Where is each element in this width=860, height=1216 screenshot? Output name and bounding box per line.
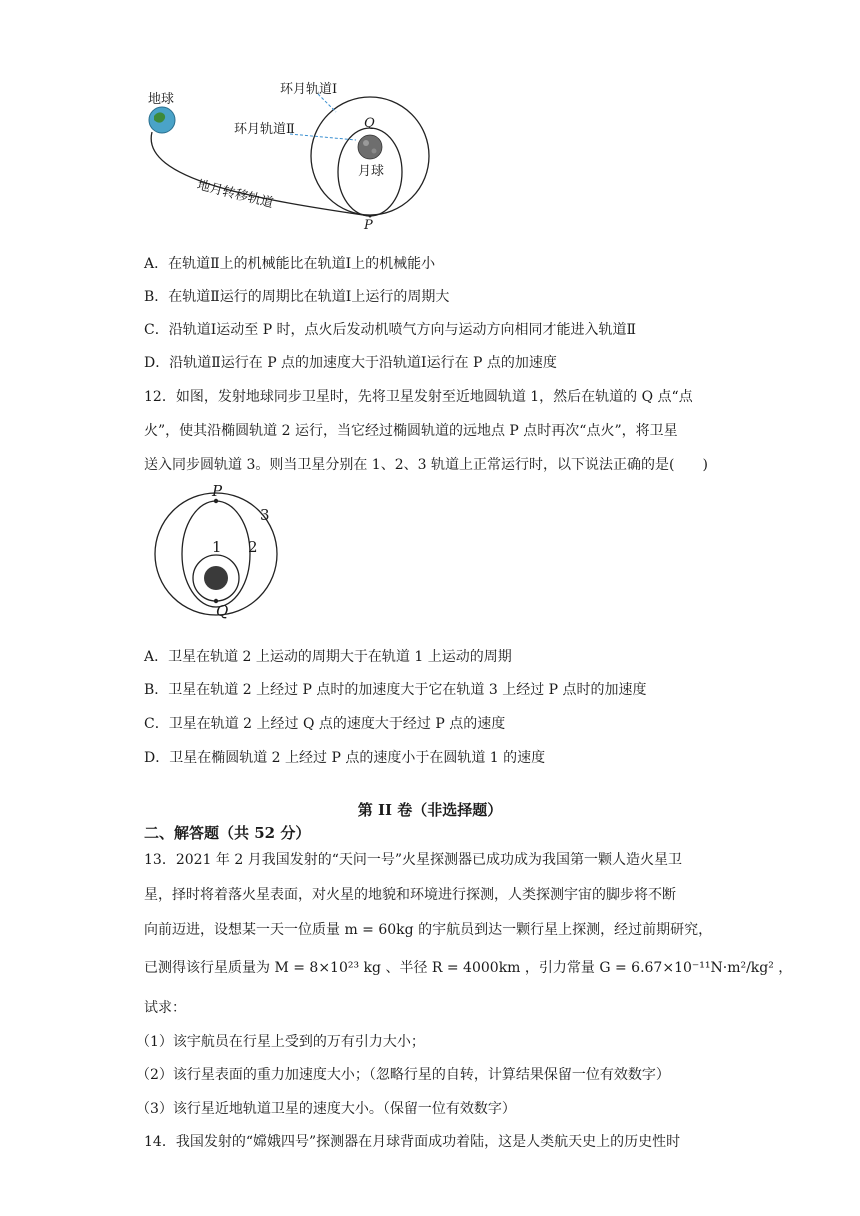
q12-stem-line-2: 火”，使其沿椭圆轨道 2 运行，当它经过椭圆轨道的远地点 P 点时再次“点火”，将卫星 xyxy=(144,423,678,439)
q13-line-4: 已测得该行星质量为 M = 8×10²³ kg 、半径 R = 4000km ，引力常量 G = 6.67×10⁻¹¹N·m²/kg² ， xyxy=(144,960,793,976)
q13-part-3: （3）该行星近地轨道卫星的速度大小。（保留一位有效数字） xyxy=(136,1101,516,1117)
q13-line-3: 向前迈进，设想某一天一位质量 m = 60kg 的宇航员到达一颗行星上探测，经过前期研究， xyxy=(144,922,713,938)
q-point-label: Q xyxy=(364,116,375,131)
moon-label: 月球 xyxy=(358,164,385,179)
q12-option-c: C．卫星在轨道 2 上经过 Q 点的速度大于经过 P 点的速度 xyxy=(144,716,506,732)
q13-line-1: 13．2021 年 2 月我国发射的“天问一号”火星探测器已成功成为我国第一颗人造火星卫 xyxy=(144,852,683,868)
moon-icon xyxy=(358,135,382,159)
figure-satellite-orbits xyxy=(148,484,288,624)
q11-option-b: B．在轨道Ⅱ运行的周期比在轨道Ⅰ上运行的周期大 xyxy=(144,289,450,305)
q13-line-5: 试求： xyxy=(144,1000,186,1016)
q11-option-a: A．在轨道Ⅱ上的机械能比在轨道Ⅰ上的机械能小 xyxy=(144,256,436,272)
q12-option-b: B．卫星在轨道 2 上经过 P 点时的加速度大于它在轨道 3 上经过 P 点时的加速度 xyxy=(144,682,647,698)
fig2-q-label: Q xyxy=(216,602,229,620)
figure-earth-moon-orbits xyxy=(140,70,440,240)
q12-option-d: D．卫星在椭圆轨道 2 上经过 P 点的速度小于在圆轨道 1 的速度 xyxy=(144,750,546,766)
fig2-orbit2-label: 2 xyxy=(248,538,258,556)
p-point-label: P xyxy=(364,218,373,233)
transfer-orbit-label: 地月转移轨道 xyxy=(195,177,275,212)
orbit-one-label: 环月轨道Ⅰ xyxy=(280,82,338,97)
earth-label: 地球 xyxy=(148,92,175,107)
q12-stem-line-1: 12．如图，发射地球同步卫星时，先将卫星发射至近地圆轨道 1，然后在轨道的 Q 点“点 xyxy=(144,389,693,405)
fig2-orbit1-label: 1 xyxy=(212,538,222,556)
fig2-p-label: P xyxy=(212,482,223,500)
fig2-orbit3-label: 3 xyxy=(260,506,270,524)
orbit-two-label: 环月轨道Ⅱ xyxy=(234,122,295,137)
part-two-subtitle: 二、解答题（共 52 分） xyxy=(144,824,311,842)
q12-option-a: A．卫星在轨道 2 上运动的周期大于在轨道 1 上运动的周期 xyxy=(144,649,512,665)
q13-line-2: 星，择时将着落火星表面，对火星的地貌和环境进行探测，人类探测宇宙的脚步将不断 xyxy=(144,887,676,903)
q11-option-d: D．沿轨道Ⅱ运行在 P 点的加速度大于沿轨道Ⅰ运行在 P 点的加速度 xyxy=(144,355,557,371)
q12-stem-line-3: 送入同步圆轨道 3。则当卫星分别在 1、2、3 轨道上正常运行时，以下说法正确的是( ) xyxy=(144,457,708,473)
earth-dot-icon xyxy=(204,566,228,590)
q14-line-1: 14．我国发射的“嫦娥四号”探测器在月球背面成功着陆，这是人类航天史上的历史性时 xyxy=(144,1134,681,1150)
q13-part-1: （1）该宇航员在行星上受到的万有引力大小； xyxy=(136,1034,425,1050)
part-two-title: 第 II 卷（非选择题） xyxy=(357,801,503,819)
q13-part-2: （2）该行星表面的重力加速度大小；（忽略行星的自转，计算结果保留一位有效数字） xyxy=(136,1067,670,1083)
q11-option-c: C．沿轨道Ⅰ运动至 P 时，点火后发动机喷气方向与运动方向相同才能进入轨道Ⅱ xyxy=(144,322,637,338)
